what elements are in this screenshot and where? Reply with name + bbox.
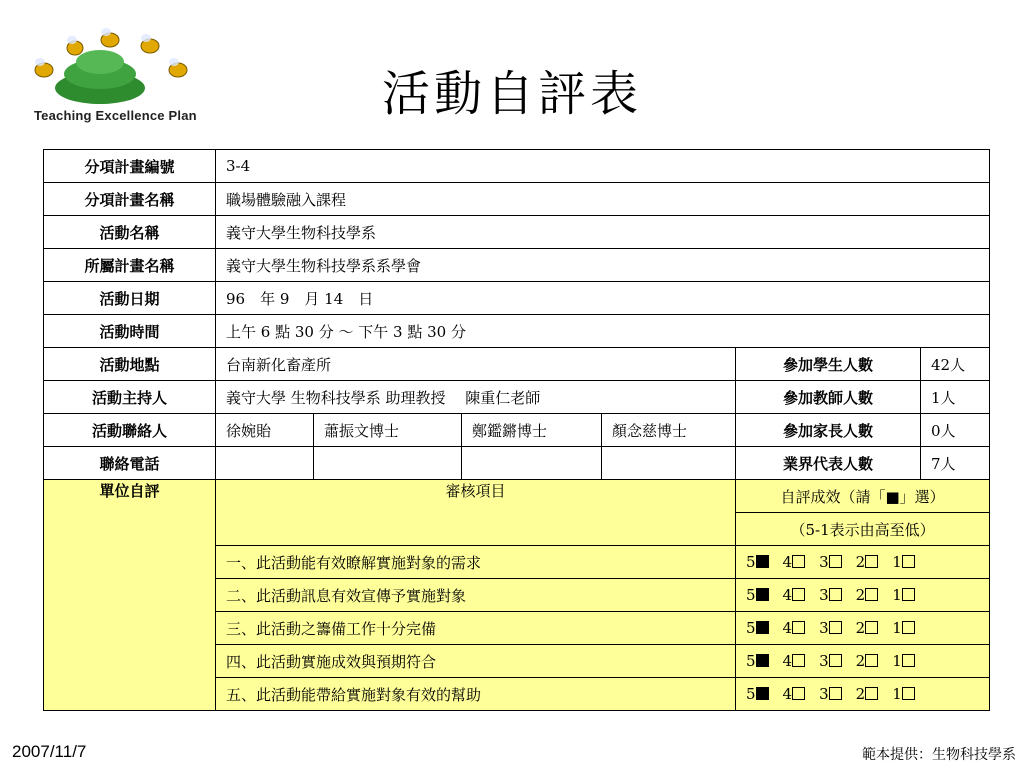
rating-label: 5 bbox=[746, 586, 756, 604]
table-row bbox=[44, 249, 990, 282]
phone-3 bbox=[462, 447, 602, 480]
rating-label: 1 bbox=[892, 553, 902, 571]
review-item-3: 三、此活動之籌備工作十分完備 bbox=[216, 612, 736, 645]
unit-self-eval-label: 單位自評 bbox=[44, 480, 216, 711]
rating-option-1[interactable] bbox=[892, 685, 915, 703]
empty-box-icon[interactable] bbox=[865, 555, 878, 568]
location-label: 活動地點 bbox=[44, 348, 216, 381]
table-row bbox=[44, 381, 990, 414]
empty-box-icon[interactable] bbox=[902, 621, 915, 634]
rating-label: 1 bbox=[892, 586, 902, 604]
contact-label: 活動聯絡人 bbox=[44, 414, 216, 447]
logo-text: Teaching Excellence Plan bbox=[34, 108, 197, 123]
empty-box-icon[interactable] bbox=[829, 687, 842, 700]
teachers-label: 參加教師人數 bbox=[736, 381, 921, 414]
rating-option-2[interactable] bbox=[856, 619, 879, 637]
rating-label: 3 bbox=[819, 652, 829, 670]
rating-option-5[interactable] bbox=[746, 652, 769, 670]
empty-box-icon[interactable] bbox=[865, 687, 878, 700]
teachers-value: 1人 bbox=[921, 381, 990, 414]
rating-option-4[interactable] bbox=[783, 619, 806, 637]
contact-4: 顏念慈博士 bbox=[602, 414, 736, 447]
rating-scale-5[interactable] bbox=[736, 678, 990, 711]
industry-label: 業界代表人數 bbox=[736, 447, 921, 480]
rating-label: 4 bbox=[782, 586, 793, 604]
rating-label: 1 bbox=[892, 652, 902, 670]
empty-box-icon[interactable] bbox=[792, 588, 805, 601]
rating-option-3[interactable] bbox=[819, 685, 842, 703]
empty-box-icon[interactable] bbox=[902, 588, 915, 601]
review-items-header: 審核項目 bbox=[216, 480, 736, 546]
empty-box-icon[interactable] bbox=[902, 654, 915, 667]
rating-label: 4 bbox=[782, 619, 793, 637]
table-row bbox=[44, 150, 990, 183]
parent-plan-label: 所屬計畫名稱 bbox=[44, 249, 216, 282]
activity-name-label: 活動名稱 bbox=[44, 216, 216, 249]
empty-box-icon[interactable] bbox=[865, 588, 878, 601]
contact-3: 鄭鑑鏘博士 bbox=[462, 414, 602, 447]
empty-box-icon[interactable] bbox=[865, 654, 878, 667]
empty-box-icon[interactable] bbox=[902, 555, 915, 568]
rating-label: 2 bbox=[855, 619, 866, 637]
rating-label: 1 bbox=[892, 619, 902, 637]
table-row bbox=[44, 348, 990, 381]
checked-box-icon[interactable] bbox=[756, 621, 769, 634]
scale-note: （5-1表示由高至低） bbox=[736, 513, 990, 546]
rating-label: 1 bbox=[892, 685, 902, 703]
contact-2: 蕭振文博士 bbox=[314, 414, 462, 447]
rating-option-2[interactable] bbox=[856, 553, 879, 571]
phone-1 bbox=[216, 447, 314, 480]
table-row bbox=[44, 216, 990, 249]
rating-label: 3 bbox=[819, 553, 829, 571]
empty-box-icon[interactable] bbox=[829, 588, 842, 601]
empty-box-icon[interactable] bbox=[865, 621, 878, 634]
empty-box-icon[interactable] bbox=[792, 654, 805, 667]
rating-option-2[interactable] bbox=[856, 652, 879, 670]
page-title: 活動自評表 bbox=[381, 66, 642, 122]
rating-option-1[interactable] bbox=[892, 652, 915, 670]
empty-box-icon[interactable] bbox=[829, 621, 842, 634]
rating-option-5[interactable] bbox=[746, 586, 769, 604]
rating-label: 2 bbox=[855, 586, 866, 604]
rating-option-1[interactable] bbox=[892, 619, 915, 637]
rating-label: 3 bbox=[819, 586, 829, 604]
rating-scale-4[interactable] bbox=[736, 645, 990, 678]
host-value: 義守大學 生物科技學系 助理教授 陳重仁老師 bbox=[216, 381, 736, 414]
rating-label: 3 bbox=[819, 685, 829, 703]
rating-option-3[interactable] bbox=[819, 586, 842, 604]
checked-box-icon[interactable] bbox=[756, 588, 769, 601]
table-row bbox=[44, 447, 990, 480]
activity-form-table bbox=[43, 149, 990, 711]
rating-label: 5 bbox=[746, 619, 756, 637]
rating-option-4[interactable] bbox=[783, 652, 806, 670]
table-row bbox=[44, 414, 990, 447]
phone-4 bbox=[602, 447, 736, 480]
plan-name-label: 分項計畫名稱 bbox=[44, 183, 216, 216]
rating-label: 5 bbox=[746, 652, 756, 670]
rating-option-4[interactable] bbox=[783, 553, 806, 571]
checked-box-icon[interactable] bbox=[756, 687, 769, 700]
table-row bbox=[44, 282, 990, 315]
rating-option-4[interactable] bbox=[783, 586, 806, 604]
rating-option-2[interactable] bbox=[856, 685, 879, 703]
footer-date: 2007/11/7 bbox=[12, 742, 87, 761]
plan-no-value: 3-4 bbox=[216, 150, 990, 183]
empty-box-icon[interactable] bbox=[792, 687, 805, 700]
rating-label: 3 bbox=[819, 619, 829, 637]
empty-box-icon[interactable] bbox=[829, 654, 842, 667]
table-row bbox=[44, 315, 990, 348]
footer-credit: 範本提供：生物科技學系 bbox=[862, 746, 1016, 762]
rating-label: 2 bbox=[855, 553, 866, 571]
students-value: 42人 bbox=[921, 348, 990, 381]
rating-label: 4 bbox=[782, 685, 793, 703]
rating-option-5[interactable] bbox=[746, 553, 769, 571]
rating-scale-2[interactable] bbox=[736, 579, 990, 612]
phone-2 bbox=[314, 447, 462, 480]
plan-no-label: 分項計畫編號 bbox=[44, 150, 216, 183]
rating-label: 4 bbox=[782, 553, 793, 571]
date-label: 活動日期 bbox=[44, 282, 216, 315]
plan-name-value: 職場體驗融入課程 bbox=[216, 183, 990, 216]
result-header: 自評成效（請「■」選） bbox=[736, 480, 990, 513]
rating-option-3[interactable] bbox=[819, 619, 842, 637]
phone-label: 聯絡電話 bbox=[44, 447, 216, 480]
rating-scale-3[interactable] bbox=[736, 612, 990, 645]
checked-box-icon[interactable] bbox=[756, 654, 769, 667]
table-row bbox=[44, 480, 990, 513]
review-item-4: 四、此活動實施成效與預期符合 bbox=[216, 645, 736, 678]
rating-label: 5 bbox=[746, 553, 756, 571]
location-value: 台南新化畜產所 bbox=[216, 348, 736, 381]
students-label: 參加學生人數 bbox=[736, 348, 921, 381]
review-item-5: 五、此活動能帶給實施對象有效的幫助 bbox=[216, 678, 736, 711]
checked-box-icon[interactable] bbox=[756, 555, 769, 568]
rating-label: 2 bbox=[855, 652, 866, 670]
time-label: 活動時間 bbox=[44, 315, 216, 348]
date-value: 96 年 9 月 14 日 bbox=[216, 282, 990, 315]
rating-option-1[interactable] bbox=[892, 553, 915, 571]
review-item-2: 二、此活動訊息有效宣傳予實施對象 bbox=[216, 579, 736, 612]
rating-option-5[interactable] bbox=[746, 619, 769, 637]
parents-value: 0人 bbox=[921, 414, 990, 447]
rating-option-3[interactable] bbox=[819, 652, 842, 670]
rating-option-2[interactable] bbox=[856, 586, 879, 604]
rating-scale-1[interactable] bbox=[736, 546, 990, 579]
rating-label: 2 bbox=[855, 685, 866, 703]
empty-box-icon[interactable] bbox=[792, 621, 805, 634]
parent-plan-value: 義守大學生物科技學系系學會 bbox=[216, 249, 990, 282]
rating-label: 5 bbox=[746, 685, 756, 703]
industry-value: 7人 bbox=[921, 447, 990, 480]
rating-label: 4 bbox=[782, 652, 793, 670]
host-label: 活動主持人 bbox=[44, 381, 216, 414]
empty-box-icon[interactable] bbox=[902, 687, 915, 700]
contact-1: 徐婉貽 bbox=[216, 414, 314, 447]
rating-option-4[interactable] bbox=[783, 685, 806, 703]
empty-box-icon[interactable] bbox=[792, 555, 805, 568]
rating-option-3[interactable] bbox=[819, 553, 842, 571]
rating-option-5[interactable] bbox=[746, 685, 769, 703]
time-value: 上午 6 點 30 分 ～ 下午 3 點 30 分 bbox=[216, 315, 990, 348]
review-item-1: 一、此活動能有效瞭解實施對象的需求 bbox=[216, 546, 736, 579]
activity-name-value: 義守大學生物科技學系 bbox=[216, 216, 990, 249]
rating-option-1[interactable] bbox=[892, 586, 915, 604]
parents-label: 參加家長人數 bbox=[736, 414, 921, 447]
empty-box-icon[interactable] bbox=[829, 555, 842, 568]
table-row bbox=[44, 183, 990, 216]
